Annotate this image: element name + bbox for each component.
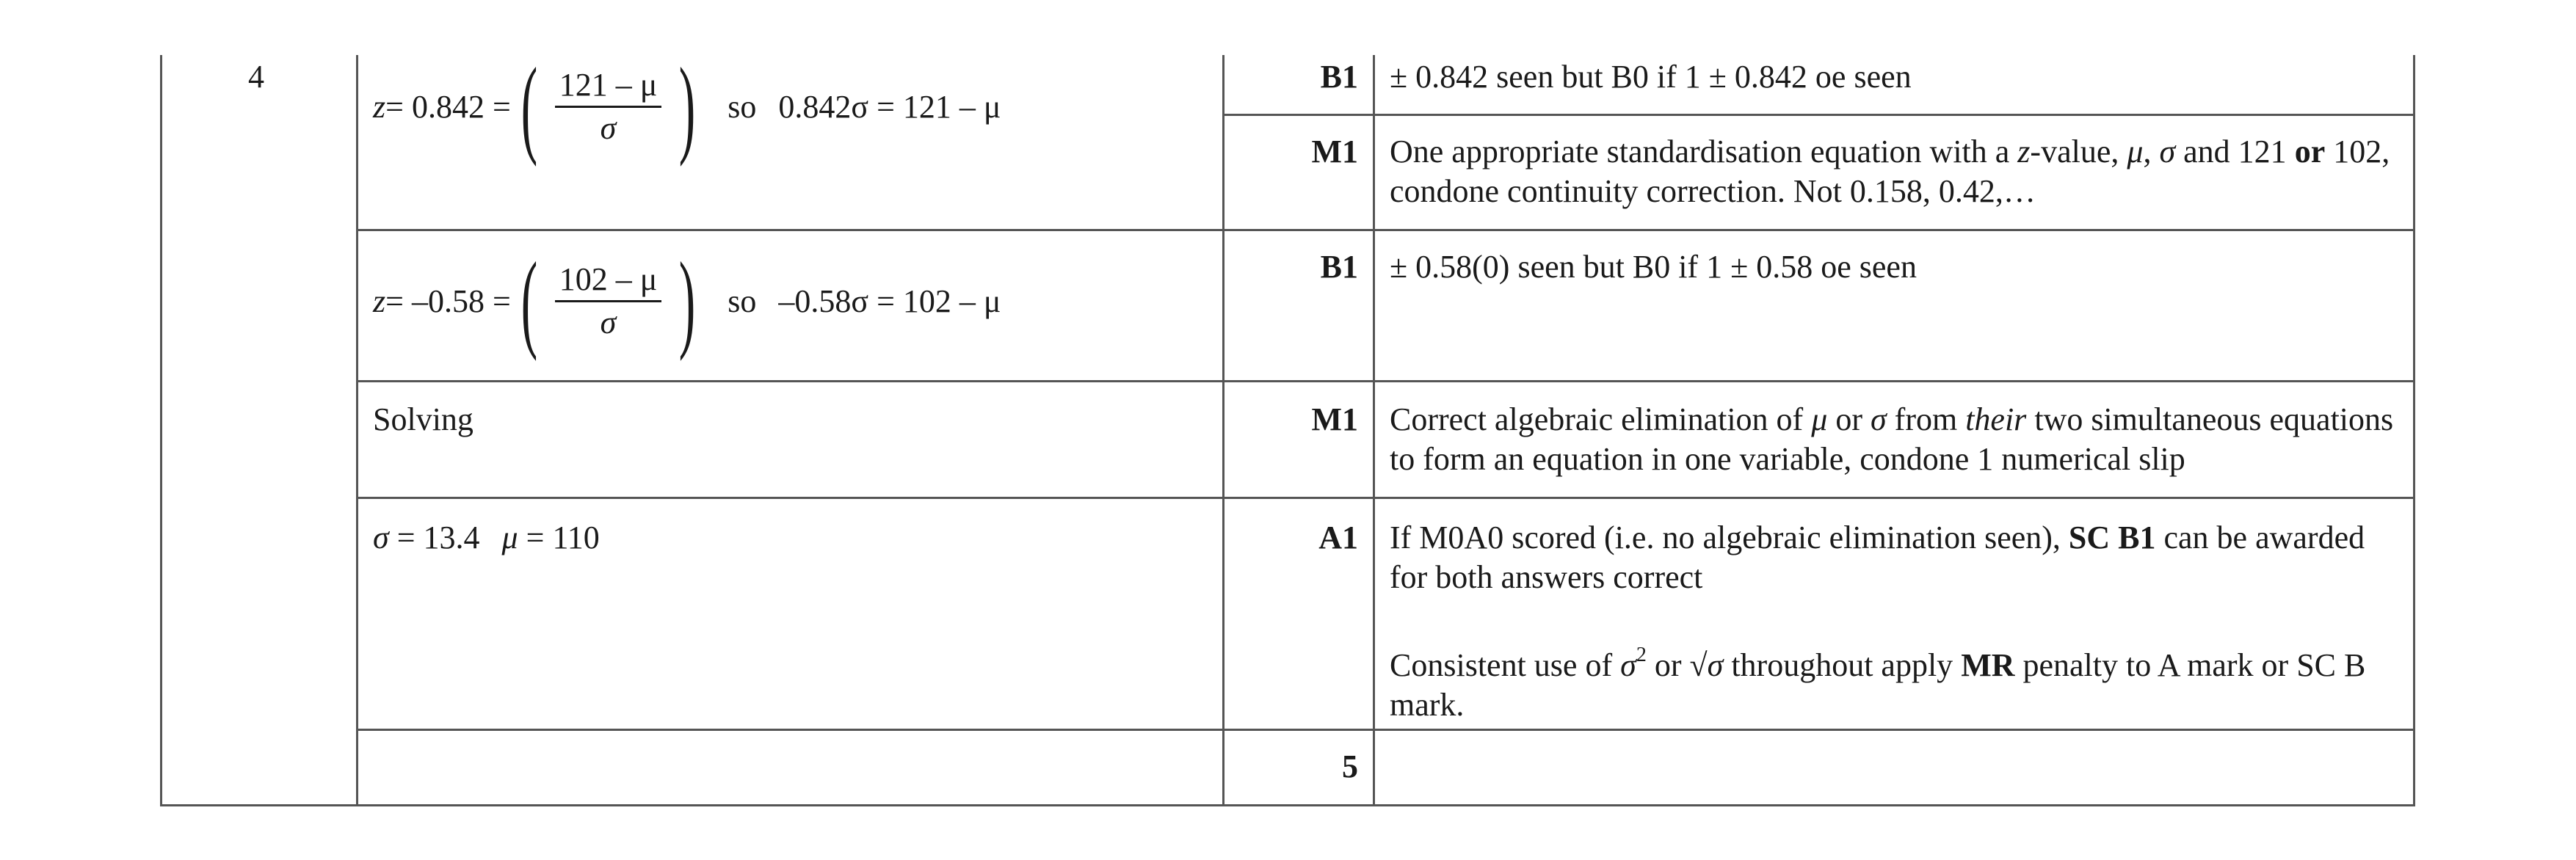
z-symbol: z xyxy=(373,88,386,125)
so-word: so xyxy=(728,88,757,125)
table-border-bottom xyxy=(160,804,2415,806)
total-marks: 5 xyxy=(1342,748,1358,784)
guidance-text: ± 0.58(0) seen but B0 if 1 ± 0.58 oe seen xyxy=(1390,249,1917,285)
working-equation-2 xyxy=(373,240,1001,362)
table-border-right xyxy=(2413,55,2415,806)
fraction xyxy=(555,259,662,343)
row-divider xyxy=(356,380,2415,382)
table-divider-marks-right xyxy=(1373,55,1375,806)
fraction-numerator: 121 – μ xyxy=(555,65,662,108)
rearranged-equation: 0.842σ = 121 – μ xyxy=(778,88,1001,125)
working-answer: σ = 13.4 μ = 110 xyxy=(373,520,600,555)
left-paren: ( xyxy=(520,240,537,362)
guidance-text: Correct algebraic elimination of μ or σ from their two simultaneous equations to form an equation in one variable, condone 1 numerical slip xyxy=(1390,401,2394,477)
table-divider-marks-left xyxy=(1222,55,1224,806)
guidance-text: One appropriate standardisation equation with a z-value, μ, σ and 121 or 102, condone continuity correction. Not 0.158, 0.42,… xyxy=(1390,134,2390,209)
so-word: so xyxy=(728,283,757,319)
working-equation-1 xyxy=(373,45,1001,167)
mark-code: B1 xyxy=(1320,249,1358,285)
fraction-denominator: σ xyxy=(600,304,617,340)
mark-code: B1 xyxy=(1320,59,1358,95)
row-divider xyxy=(1222,114,2415,116)
z-symbol: z xyxy=(373,283,386,319)
mark-code: M1 xyxy=(1311,401,1358,437)
row-divider xyxy=(356,497,2415,499)
right-paren: ) xyxy=(679,45,696,167)
fraction xyxy=(555,65,662,149)
guidance-text: If M0A0 scored (i.e. no algebraic elimination seen), SC B1 can be awarded for both answers correct xyxy=(1390,520,2365,595)
mark-code: M1 xyxy=(1311,134,1358,170)
row-divider xyxy=(356,229,2415,231)
z-value-text: = –0.58 = xyxy=(385,283,511,319)
guidance-text-2: Consistent use of $\sigma^2$ or √σ throughout apply MR penalty to A mark or SC B mark. xyxy=(1390,644,2366,723)
z-value-text: = 0.842 = xyxy=(385,88,511,125)
row-divider xyxy=(356,729,2415,731)
rearranged-equation: –0.58σ = 102 – μ xyxy=(778,283,1001,319)
fraction-numerator: 102 – μ xyxy=(555,259,662,302)
question-number: 4 xyxy=(248,59,264,95)
table-divider-question xyxy=(356,55,358,806)
working-text: Solving xyxy=(373,401,474,437)
table-border-left xyxy=(160,55,162,806)
mark-code: A1 xyxy=(1318,520,1358,555)
left-paren: ( xyxy=(520,45,537,167)
right-paren: ) xyxy=(679,240,696,362)
fraction-denominator: σ xyxy=(600,109,617,146)
guidance-text: ± 0.842 seen but B0 if 1 ± 0.842 oe seen xyxy=(1390,59,1912,95)
